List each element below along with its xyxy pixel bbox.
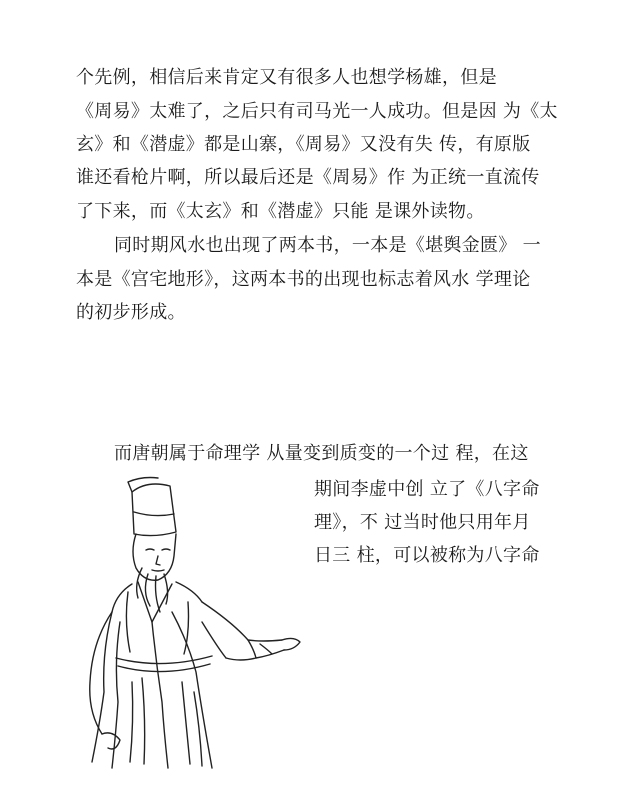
paragraph1-line-2: 《周易》太难了，之后只有司马光一人成功。但是因 为《太: [76, 101, 558, 122]
paragraph2-line-1: 同时期风水也出现了两本书，一本是《堪舆金匮》 一: [114, 235, 541, 256]
scholar-sketch-illustration: [72, 472, 312, 772]
paragraph3-line-3: 理》，不 过当时他只用年月: [314, 512, 531, 533]
paragraph3-line-1: 而唐朝属于命理学 从量变到质变的一个过 程，在这: [114, 443, 529, 464]
paragraph1-line-5: 了下来，而《太玄》和《潜虚》只能 是课外读物。: [76, 201, 485, 222]
paragraph1-line-3: 玄》和《潜虚》都是山寨，《周易》又没有失 传，有原版: [76, 134, 531, 155]
paragraph2-line-3: 的初步形成。: [76, 302, 186, 323]
paragraph3-line-2: 期间李虚中创 立了《八字命: [314, 479, 540, 500]
paragraph1-line-1: 个先例，相信后来肯定又有很多人也想学杨雄，但是: [76, 67, 497, 88]
paragraph1-line-4: 谁还看枪片啊，所以最后还是《周易》作 为正统一直流传: [76, 167, 540, 188]
paragraph2-line-2: 本是《宫宅地形》，这两本书的出现也标志着风水 学理论: [76, 269, 531, 290]
paragraph3-line-4: 日三 柱，可以被称为八字命: [314, 545, 540, 566]
